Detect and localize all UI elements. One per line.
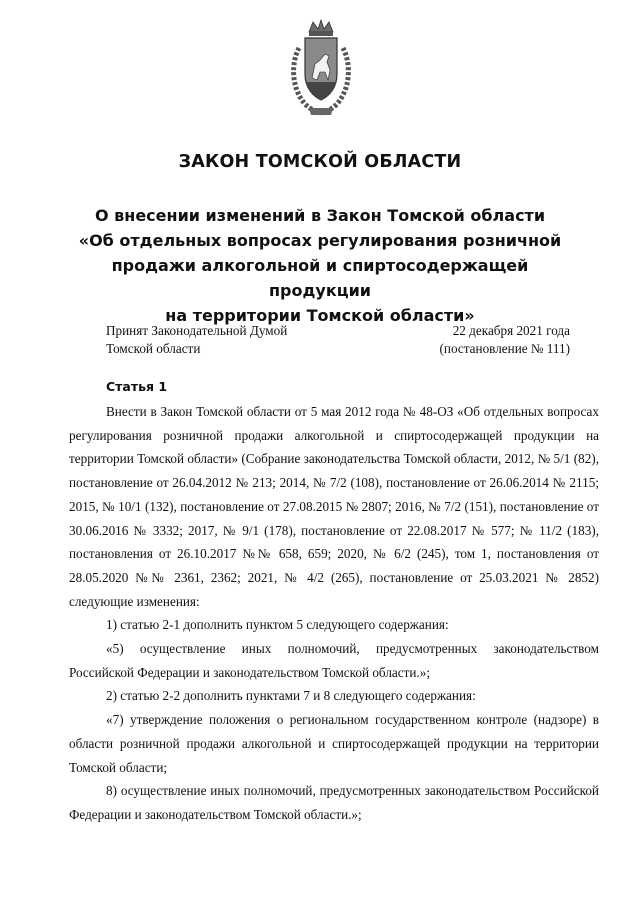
paragraph: Внести в Закон Томской области от 5 мая 2012 года № 48-ОЗ «Об отдельных вопросах регулирования розничной продажи алкогольной и спиртосодержащей продукции на территории Томской области» (Собрание законодательства Томской области, 2012, № 5/1 (82), постановление от 26.04.2012 № 213; 2014, № 7/2 (108), постановление от 26.06.2014 № 2115; 2015, № 10/1 (132), постановление от 27.08.2015 № 2807; 2016, № 7/2 (151), постановление от 30.06.2016 № 3332; 2017, № 9/1 (178), постановление от 22.08.2017 № 577; № 11/2 (183), постановления от 26.10.2017 №№ 658, 659; 2020, № 6/2 (245), том 1, постановления от 28.05.2020 №№ 2361, 2362; 2021, № 4/2 (265), постановление от 25.03.2021 № 2852) следующие изменения: [69,404,599,609]
paragraph: 8) осуществление иных полномочий, предусмотренных законодательством Российской Федерации и законодательством Томской области.»; [69,783,599,822]
coat-of-arms-graphic [285,18,357,118]
article-body [69,400,599,827]
subtitle-line: О внесении изменений в Закон Томской области [94,206,546,225]
paragraph: «5) осуществление иных полномочий, предусмотренных законодательством Российской Федерации и законодательством Томской области.»; [69,641,599,680]
paragraph: «7) утверждение положения о региональном государственном контроле (надзоре) в области розничной продажи алкогольной и спиртосодержащей продукции на территории Томской области; [69,712,599,775]
subtitle-line: «Об отдельных вопросах регулирования розничной [78,231,562,250]
adopted-by-line: Принят Законодательной Думой [106,323,288,338]
adoption-date-line: 22 декабря 2021 года [452,323,570,338]
article-heading: Статья 1 [106,379,168,394]
subtitle-line: продажи алкогольной и спиртосодержащей продукции [111,256,529,300]
resolution-number: (постановление № 111) [439,341,570,356]
subtitle-line: на территории Томской области» [165,306,475,325]
adoption-date [440,322,570,358]
coat-of-arms-icon [285,18,357,118]
paragraph: 2) статью 2-2 дополнить пунктами 7 и 8 следующего содержания: [106,688,476,704]
adopted-by [106,322,287,358]
paragraph: 1) статью 2-1 дополнить пунктом 5 следующего содержания: [106,617,449,633]
law-subtitle [60,203,580,328]
adopted-by-line: Томской области [106,341,201,356]
law-title: ЗАКОН ТОМСКОЙ ОБЛАСТИ [178,152,462,172]
